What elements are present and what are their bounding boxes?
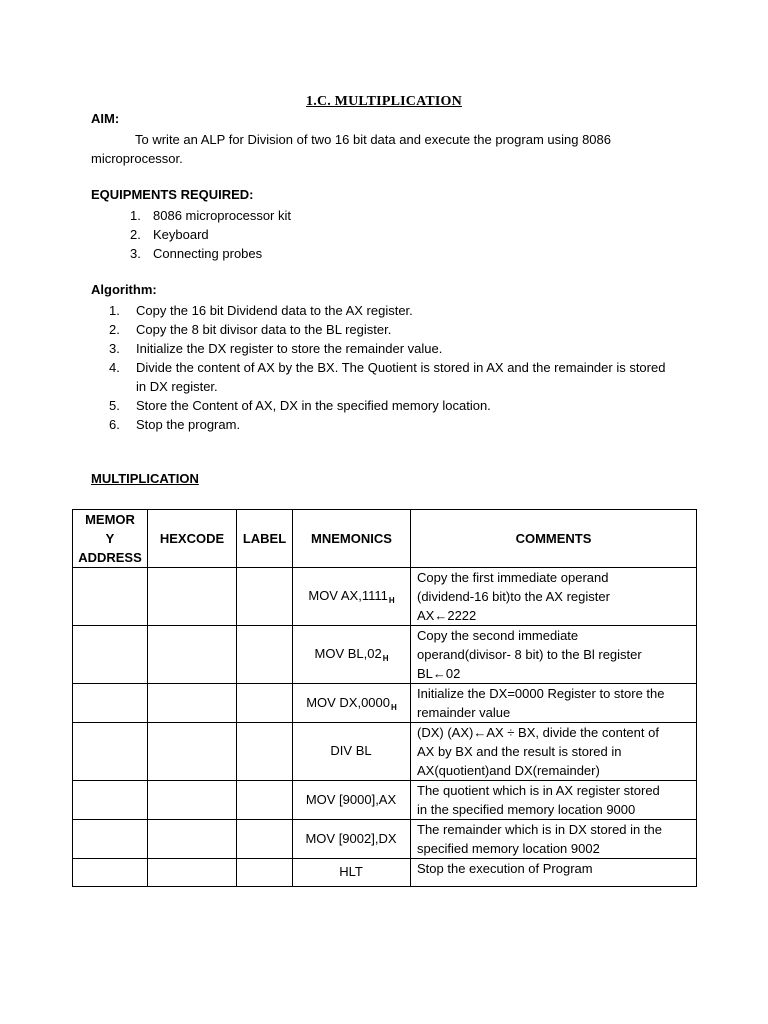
hexcode-cell	[148, 684, 237, 723]
equipment-item: Connecting probes	[153, 246, 263, 261]
mnemonic-cell: MOV $AX,1111_H$	[293, 568, 411, 626]
hexcode-cell	[148, 781, 237, 820]
list-item: 5. Store the Content of AX, DX in the specified memory location.	[109, 396, 676, 415]
algorithm-list	[109, 301, 676, 434]
table-row	[73, 859, 697, 887]
algorithm-step: Initialize the DX register to store the remainder value.	[136, 341, 443, 356]
address-cell	[73, 820, 148, 859]
header-hexcode: HEXCODE	[148, 510, 237, 568]
hexcode-cell	[148, 820, 237, 859]
list-item: 2. Keyboard	[130, 227, 209, 242]
list-item: 6. Stop the program.	[109, 415, 676, 434]
hexcode-cell	[148, 626, 237, 684]
header-comments: COMMENTS	[411, 510, 697, 568]
table-row	[73, 820, 697, 859]
table-row	[73, 626, 697, 684]
page-title: 1.C. MULTIPLICATION	[306, 94, 462, 109]
header-label: LABEL	[237, 510, 293, 568]
hexcode-cell	[148, 859, 237, 887]
comment-cell: The remainder which is in DX stored in the specified memory location 9002	[411, 820, 697, 859]
label-cell	[237, 859, 293, 887]
list-item: 2. Copy the 8 bit divisor data to the BL register.	[109, 320, 676, 339]
address-cell	[73, 781, 148, 820]
aim-text-line1: To write an ALP for Division of two 16 bit data and execute the program using 8086	[135, 132, 611, 147]
algorithm-heading: Algorithm:	[91, 282, 157, 297]
hexcode-cell	[148, 568, 237, 626]
table-row	[73, 568, 697, 626]
mnemonic-cell: MOV [9002],DX	[293, 820, 411, 859]
mnemonic-cell: MOV [9000],AX	[293, 781, 411, 820]
comment-cell: Initialize the DX=0000 Register to store the remainder value	[411, 684, 697, 723]
address-cell	[73, 626, 148, 684]
comment-cell: Copy the second immediate operand(divisor- 8 bit) to the Bl register BL←02	[411, 626, 697, 684]
table-row	[73, 723, 697, 781]
table-row	[73, 684, 697, 723]
algorithm-step: Divide the content of AX by the BX. The Quotient is stored in AX and the remainder is stored in DX register.	[136, 360, 666, 394]
comment-cell: (DX) (AX)←AX ÷ BX, divide the content of AX by BX and the result is stored in AX(quotient)and DX(remainder)	[411, 723, 697, 781]
header-mnemonics: MNEMONICS	[293, 510, 411, 568]
list-item: 1. Copy the 16 bit Dividend data to the AX register.	[109, 301, 676, 320]
comment-cell: The quotient which is in AX register stored in the specified memory location 9000	[411, 781, 697, 820]
algorithm-step: Stop the program.	[136, 417, 241, 432]
algorithm-step: Store the Content of AX, DX in the specified memory location.	[136, 398, 491, 413]
table-row	[73, 781, 697, 820]
comment-cell: Copy the first immediate operand (dividend-16 bit)to the AX register AX←2222	[411, 568, 697, 626]
mnemonic-cell: MOV $DX,0000_H$	[293, 684, 411, 723]
list-item: 3. Initialize the DX register to store the remainder value.	[109, 339, 676, 358]
label-cell	[237, 626, 293, 684]
equipment-item: Keyboard	[153, 227, 209, 242]
label-cell	[237, 568, 293, 626]
list-item: 4. Divide the content of AX by the BX. The Quotient is stored in AX and the remainder is stored in DX register.	[109, 358, 676, 396]
address-cell	[73, 723, 148, 781]
algorithm-step: Copy the 16 bit Dividend data to the AX register.	[136, 303, 413, 318]
mnemonic-cell: HLT	[293, 859, 411, 887]
header-memory-address: MEMOR Y ADDRESS	[73, 510, 148, 568]
program-table	[72, 509, 697, 887]
aim-text-line2: microprocessor.	[91, 151, 183, 166]
list-item: 3. Connecting probes	[130, 246, 263, 261]
list-item: 1. 8086 microprocessor kit	[130, 208, 291, 223]
algorithm-step: Copy the 8 bit divisor data to the BL register.	[136, 322, 392, 337]
mnemonic-cell: DIV BL	[293, 723, 411, 781]
address-cell	[73, 684, 148, 723]
hexcode-cell	[148, 723, 237, 781]
equipment-heading: EQUIPMENTS REQUIRED:	[91, 187, 254, 202]
address-cell	[73, 568, 148, 626]
label-cell	[237, 723, 293, 781]
comment-cell: Stop the execution of Program	[411, 859, 697, 887]
label-cell	[237, 820, 293, 859]
label-cell	[237, 684, 293, 723]
label-cell	[237, 781, 293, 820]
address-cell	[73, 859, 148, 887]
table-header-row	[73, 510, 697, 568]
mnemonic-cell: MOV $BL,02_H$	[293, 626, 411, 684]
equipment-list	[130, 206, 291, 263]
equipment-item: 8086 microprocessor kit	[153, 208, 291, 223]
section-heading: MULTIPLICATION	[91, 471, 199, 486]
aim-heading: AIM:	[91, 111, 120, 126]
